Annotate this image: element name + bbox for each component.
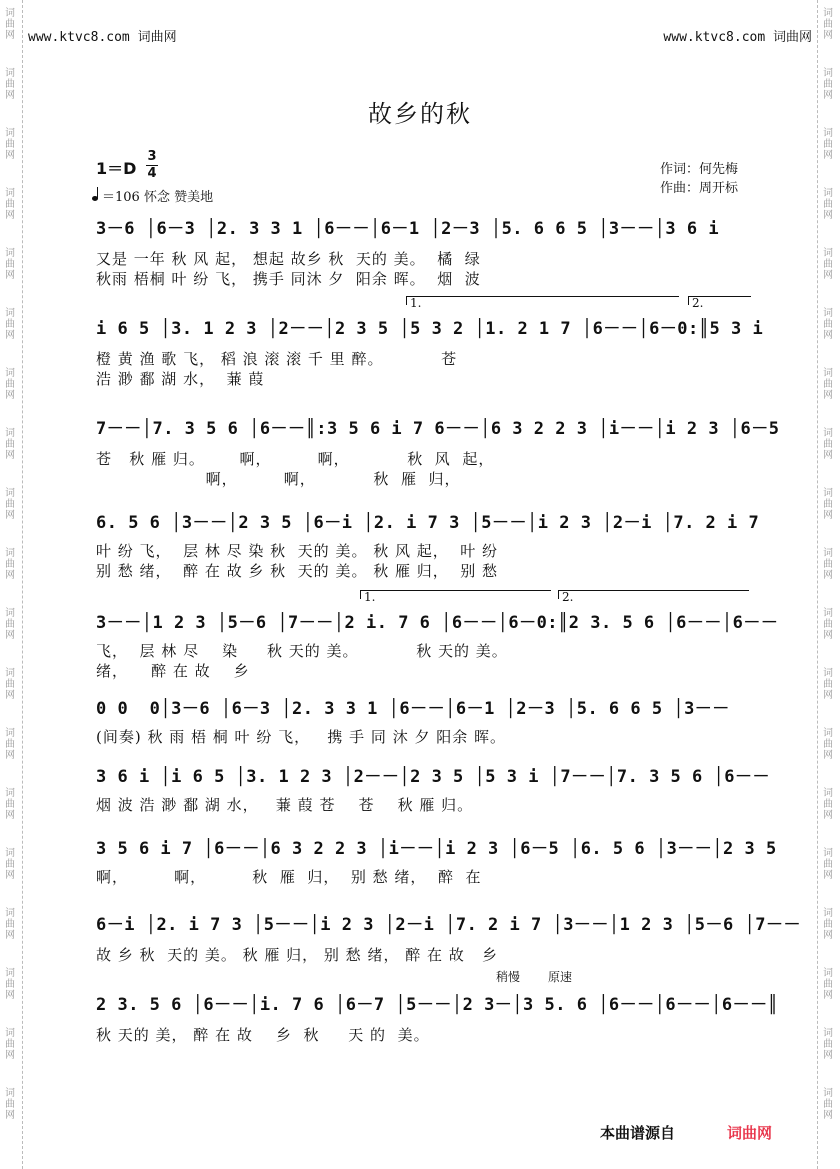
watermark-text: 词 曲 网	[5, 788, 15, 821]
lyrics-verse-2: 别 愁 绪， 醉 在 故 乡 秋 天的 美。 秋 雁 归， 别 愁	[96, 562, 499, 580]
watermark-text: 词 曲 网	[823, 8, 833, 41]
notation: 3－－│1 2 3 │5－6 │7－－│2 i. 7 6 │6－－│6－0:║2 3. 5 6 │6－－│6－－	[96, 613, 779, 633]
watermark-text: 词 曲 网	[5, 188, 15, 221]
tempo-slow-mark: 稍慢	[496, 970, 521, 984]
lyrics-verse-1: 橙 黄 渔 歌 飞， 稻 浪 滚 滚 千 里 醉。 苍	[96, 350, 458, 368]
notation: 3 5 6 i 7 │6－－│6 3 2 2 3 │i－－│i 2 3 │6－5 │6. 5 6 │3－－│2 3 5	[96, 839, 777, 859]
watermark-text: 词 曲 网	[5, 368, 15, 401]
watermark-text: 词 曲 网	[5, 428, 15, 461]
notation: 2 3. 5 6 │6－－│i. 7 6 │6－7 │5－－│2 3－│3 5. 6 │6－－│6－－│6－－║	[96, 995, 779, 1015]
watermark-text: 词 曲 网	[823, 968, 833, 1001]
second-ending-bracket	[558, 590, 749, 599]
watermark-text: 词 曲 网	[823, 1088, 833, 1121]
lyrics: 烟 波 浩 渺 鄱 湖 水， 蒹 葭 苍 苍 秋 雁 归。	[96, 796, 474, 814]
watermark-text: 词 曲 网	[5, 668, 15, 701]
watermark-text: 词 曲 网	[5, 848, 15, 881]
source-text: 本曲谱源自	[600, 1124, 676, 1142]
tempo-text: ＝106 怀念 赞美地	[102, 190, 214, 205]
watermark-text: 词 曲 网	[823, 788, 833, 821]
watermark-text: 词 曲 网	[823, 728, 833, 761]
lyrics: 故 乡 秋 天的 美。 秋 雁 归， 别 愁 绪， 醉 在 故 乡	[96, 946, 499, 964]
credits	[660, 160, 738, 198]
lyrics-verse-1: 又是 一年 秋 风 起， 想起 故乡 秋 天的 美。 橘 绿	[96, 250, 481, 268]
watermark-text: 词 曲 网	[5, 1088, 15, 1121]
lyrics-verse-1: 飞， 层 林 尽 染 秋 天的 美。 秋 天的 美。	[96, 642, 508, 660]
watermark-text: 词 曲 网	[823, 608, 833, 641]
time-signature	[146, 150, 158, 181]
notation: 0 0 0│3－6 │6－3 │2. 3 3 1 │6－－│6－1 │2－3 │5. 6 6 5 │3－－	[96, 699, 730, 719]
composer: 作曲：周开标	[660, 181, 739, 196]
watermark-text: 词 曲 网	[823, 368, 833, 401]
lyrics-verse-2: 浩 渺 鄱 湖 水， 蒹 葭	[96, 370, 265, 388]
meter-bottom: 4	[147, 166, 157, 181]
notation: 3－6 │6－3 │2. 3 3 1 │6－－│6－1 │2－3 │5. 6 6 5 │3－－│3 6 i	[96, 219, 720, 239]
watermark-text: 词 曲 网	[823, 428, 833, 461]
song-title: 故乡的秋	[368, 100, 472, 128]
watermark-text: 词 曲 网	[5, 728, 15, 761]
watermark-text: 词 曲 网	[823, 668, 833, 701]
lyrics-verse-2: 秋雨 梧桐 叶 纷 飞， 携手 同沐 夕 阳余 晖。 烟 波	[96, 270, 481, 288]
watermark-text: 词 曲 网	[823, 908, 833, 941]
watermark-text: 词 曲 网	[5, 968, 15, 1001]
notation: 6. 5 6 │3－－│2 3 5 │6－i │2. i 7 3 │5－－│i 2 3 │2－i │7. 2 i 7	[96, 513, 760, 533]
watermark-text: 词 曲 网	[5, 488, 15, 521]
watermark-text: 词 曲 网	[823, 548, 833, 581]
brand-link[interactable]: 词曲网	[727, 1124, 773, 1142]
watermark-text: 词 曲 网	[823, 488, 833, 521]
lyrics: 秋 天的 美， 醉 在 故 乡 秋 天 的 美。	[96, 1026, 430, 1044]
second-ending-label: 2.	[562, 590, 574, 604]
lyrics-verse-2: 绪， 醉 在 故 乡	[96, 662, 250, 680]
notation: 3 6 i │i 6 5 │3. 1 2 3 │2－－│2 3 5 │5 3 i │7－－│7. 3 5 6 │6－－	[96, 767, 770, 787]
watermark-text: 词 曲 网	[823, 188, 833, 221]
left-watermark-strip	[0, 0, 23, 1169]
site-url-left[interactable]: www.ktvc8.com 词曲网	[28, 30, 177, 45]
watermark-text: 词 曲 网	[5, 608, 15, 641]
site-url-right[interactable]: www.ktvc8.com 词曲网	[663, 30, 812, 45]
notation: 6－i │2. i 7 3 │5－－│i 2 3 │2－i │7. 2 i 7 │3－－│1 2 3 │5－6 │7－－	[96, 915, 801, 935]
watermark-text: 词 曲 网	[823, 1028, 833, 1061]
watermark-text: 词 曲 网	[5, 128, 15, 161]
lyrics-verse-1: 苍 秋 雁 归。 啊， 啊， 秋 风 起，	[96, 450, 495, 468]
watermark-text: 词 曲 网	[5, 68, 15, 101]
notation: i 6 5 │3. 1 2 3 │2－－│2 3 5 │5 3 2 │1. 2 1 7 │6－－│6－0:║5 3 i	[96, 319, 764, 339]
lyrics-verse-2: 啊， 啊， 秋 雁 归，	[96, 470, 461, 488]
second-ending-label: 2.	[692, 296, 704, 310]
meter-top: 3	[147, 149, 157, 164]
lyrics: (间奏) 秋 雨 梧 桐 叶 纷 飞， 携 手 同 沐 夕 阳余 晖。	[96, 728, 506, 746]
right-watermark-strip	[817, 0, 840, 1169]
first-ending-bracket	[360, 590, 551, 599]
lyrics: 啊， 啊， 秋 雁 归， 别 愁 绪， 醉 在	[96, 868, 482, 886]
watermark-text: 词 曲 网	[823, 68, 833, 101]
lyrics-verse-1: 叶 纷 飞， 层 林 尽 染 秋 天的 美。 秋 风 起， 叶 纷	[96, 542, 499, 560]
watermark-text: 词 曲 网	[5, 1028, 15, 1061]
first-ending-bracket	[406, 296, 679, 305]
first-ending-label: 1.	[364, 590, 376, 604]
lyricist: 作词：何先梅	[660, 162, 739, 177]
key-signature: 1＝D	[96, 159, 137, 178]
watermark-text: 词 曲 网	[823, 248, 833, 281]
watermark-text: 词 曲 网	[823, 308, 833, 341]
watermark-text: 词 曲 网	[823, 128, 833, 161]
tempo-original-mark: 原速	[548, 970, 573, 984]
footer-source	[600, 1122, 772, 1143]
watermark-text: 词 曲 网	[823, 848, 833, 881]
quarter-note-icon	[92, 196, 98, 201]
watermark-text: 词 曲 网	[5, 248, 15, 281]
first-ending-label: 1.	[410, 296, 422, 310]
watermark-text: 词 曲 网	[5, 548, 15, 581]
notation: 7－－│7. 3 5 6 │6－－║:3 5 6 i 7 6－－│6 3 2 2 3 │i－－│i 2 3 │6－5	[96, 419, 780, 439]
watermark-text: 词 曲 网	[5, 8, 15, 41]
watermark-text: 词 曲 网	[5, 908, 15, 941]
tempo-marking	[92, 186, 213, 205]
watermark-text: 词 曲 网	[5, 308, 15, 341]
